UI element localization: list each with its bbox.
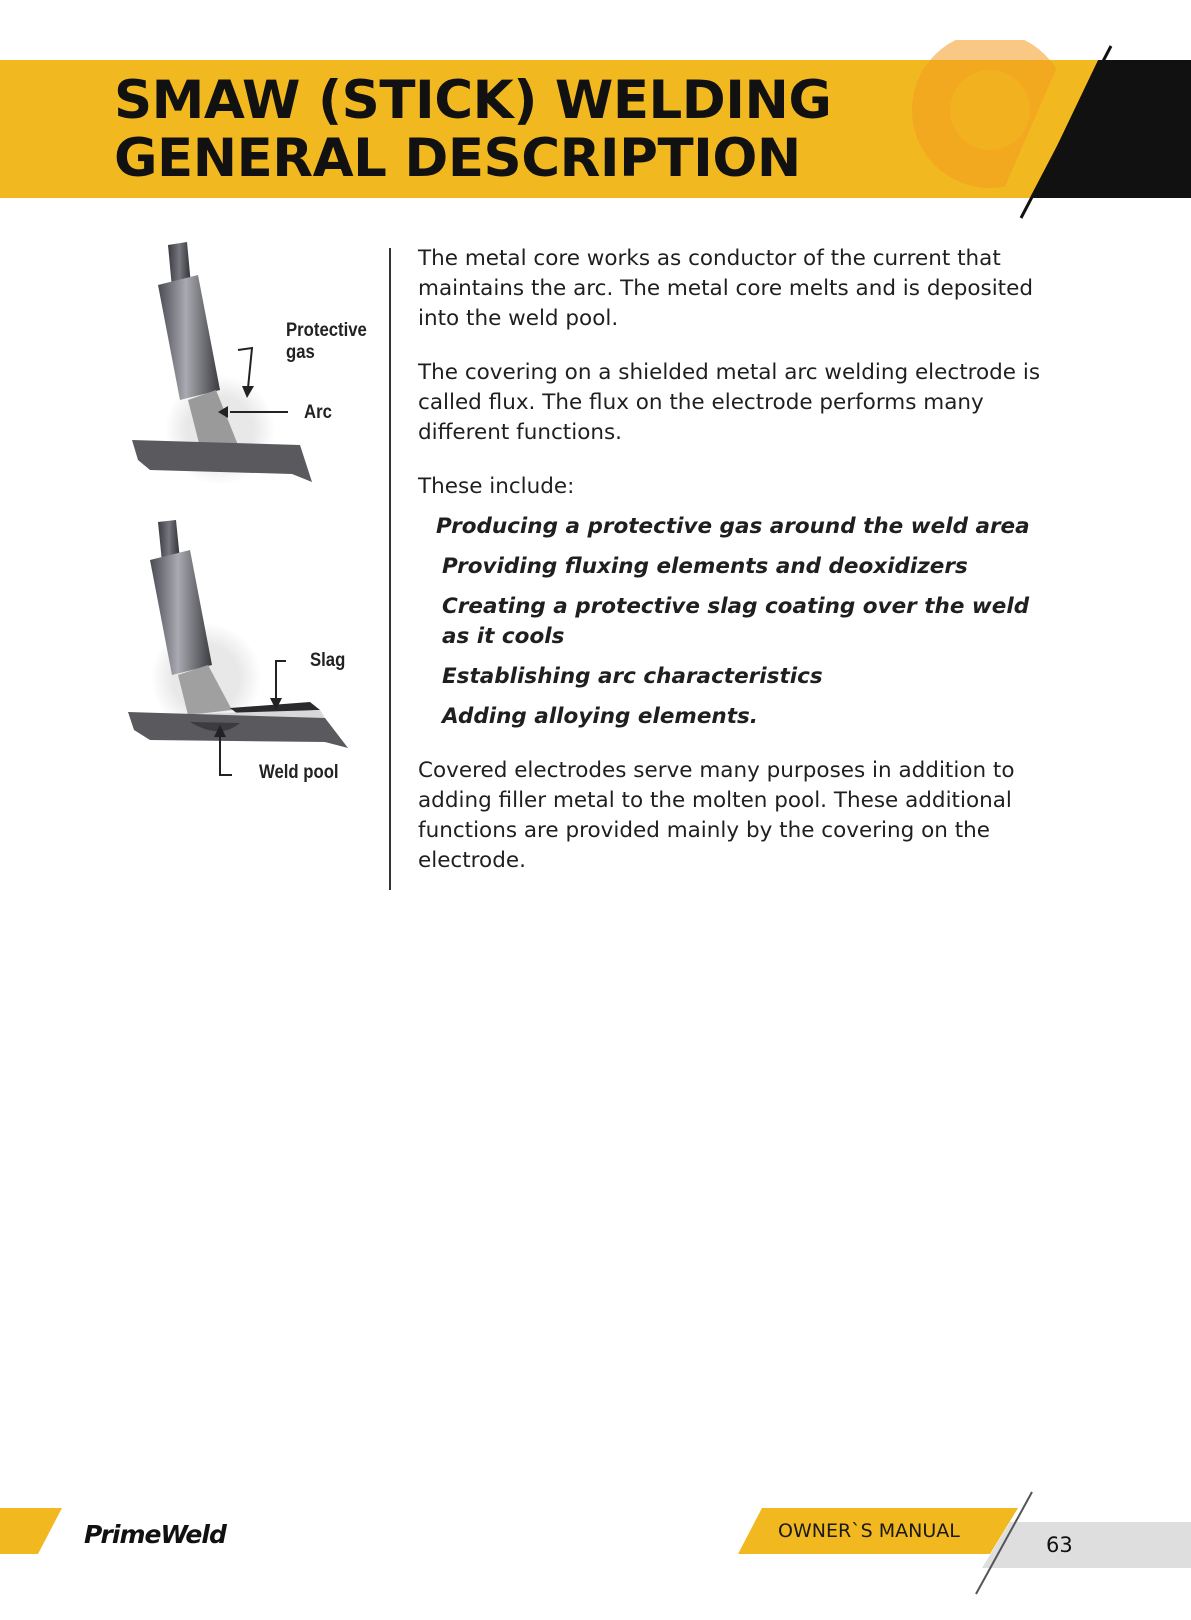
footer-decoration: [0, 1490, 1191, 1620]
footer-gray-band: [982, 1522, 1191, 1568]
list-item: Establishing arc characteristics: [442, 664, 823, 689]
label-protective-gas-line-2: gas: [286, 342, 315, 363]
paragraph-covered-electrodes: Covered electrodes serve many purposes in addition to adding filler metal to the molten pool. These additional functions are provided mainly by the covering on the electrode.: [418, 758, 1015, 873]
label-weld-pool: Weld pool: [259, 762, 339, 783]
paragraph-flux: The covering on a shielded metal arc welding electrode is called flux. The flux on the electrode performs many different functions.: [418, 360, 1041, 445]
list-item: Adding alloying elements.: [442, 704, 758, 729]
label-slag: Slag: [310, 650, 346, 671]
label-protective-gas-line-1: Protective: [286, 320, 367, 341]
description-text: [418, 244, 1058, 900]
list-item: Producing a protective gas around the weld area: [436, 514, 1030, 539]
page-number: 63: [1046, 1533, 1073, 1557]
electrode-flux-top: [158, 275, 220, 400]
owners-manual-label: OWNER`S MANUAL: [778, 1520, 960, 1542]
electrode-bottom: [128, 520, 348, 775]
paragraph-metal-core: The metal core works as conductor of the current that maintains the arc. The metal core melts and is deposited into the weld pool.: [418, 246, 1033, 331]
column-divider: [389, 248, 391, 890]
label-protective-gas: [286, 320, 367, 364]
electrode-top: [132, 242, 312, 485]
footer-left-yellow-tab: [0, 1508, 62, 1554]
list-item: Creating a protective slag coating over the weld as it cools: [442, 594, 1030, 649]
flux-functions-list: [418, 512, 1058, 732]
primeweld-logo: PrimeWeld: [84, 1520, 226, 1549]
welding-illustration: [120, 240, 390, 820]
label-arc: Arc: [304, 402, 332, 423]
page-title-line-2: GENERAL DESCRIPTION: [114, 128, 801, 189]
page-title: [114, 72, 831, 188]
list-item: Providing fluxing elements and deoxidizers: [442, 554, 968, 579]
page-title-line-1: SMAW (STICK) WELDING: [114, 70, 832, 131]
paragraph-these-include: These include:: [418, 474, 575, 499]
